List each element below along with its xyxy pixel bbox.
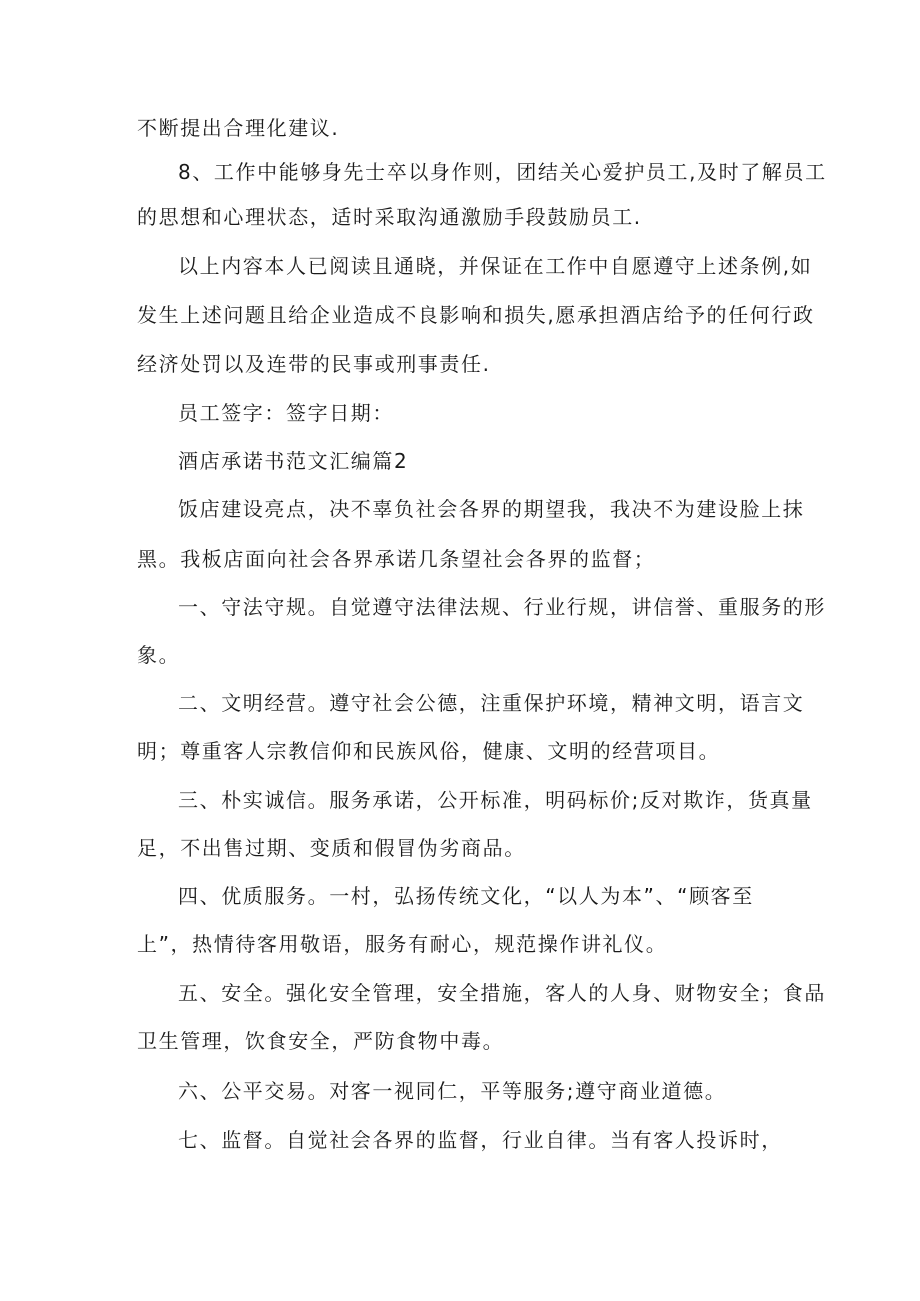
text-line: 8、工作中能够身先士卒以身作则，团结关心爱护员工,及时了解员工 xyxy=(178,160,827,184)
text-line: 的思想和心理状态，适时采取沟通激励手段鼓励员工. xyxy=(137,205,642,229)
signature-line: 员工签字：签字日期： xyxy=(178,401,394,425)
text-line: 黑。我板店面向社会各界承诺几条望社会各界的监督； xyxy=(137,547,656,571)
text-line: 不断提出合理化建议. xyxy=(137,116,340,140)
text-line: 六、公平交易。对客一视同仁，平等服务;遵守商业道德。 xyxy=(178,1079,727,1103)
text-line: 五、安全。强化安全管理，安全措施，客人的人身、财物安全；食品 xyxy=(178,981,826,1005)
text-line: 足，不出售过期、变质和假冒伪劣商品。 xyxy=(137,836,526,860)
text-line: 经济处罚以及连带的民事或刑事责任. xyxy=(137,352,491,376)
text-line: 上”，热情待客用敬语，服务有耐心，规范操作讲礼仪。 xyxy=(137,932,668,956)
text-line: 象。 xyxy=(137,643,181,667)
text-line: 卫生管理，饮食安全，严防食物中毒。 xyxy=(137,1029,505,1053)
text-line: 七、监督。自觉社会各界的监督，行业自律。当有客人投诉时， xyxy=(178,1128,783,1152)
text-line: 一、守法守规。自觉遵守法律法规、行业行规，讲信誉、重服务的形 xyxy=(178,595,826,619)
text-line: 发生上述问题且给企业造成不良影响和损失,愿承担酒店给予的任何行政 xyxy=(137,303,815,327)
text-line: 四、优质服务。一村，弘扬传统文化，“以人为本”、“顾客至 xyxy=(178,884,754,908)
text-line: 明；尊重客人宗教信仰和民族风俗，健康、文明的经营项目。 xyxy=(137,739,721,763)
text-line: 二、文明经营。遵守社会公德，注重保护环境，精神文明，语言文 xyxy=(178,691,805,715)
text-line: 以上内容本人已阅读且通晓，并保证在工作中自愿遵守上述条例,如 xyxy=(178,254,813,278)
text-line: 三、朴实诚信。服务承诺，公开标准，明码标价;反对欺诈，货真量 xyxy=(178,788,813,812)
section-heading: 酒店承诺书范文汇编篇2 xyxy=(178,449,409,473)
text-line: 饭店建设亮点，决不辜负社会各界的期望我，我决不为建设脸上抹 xyxy=(178,497,805,521)
